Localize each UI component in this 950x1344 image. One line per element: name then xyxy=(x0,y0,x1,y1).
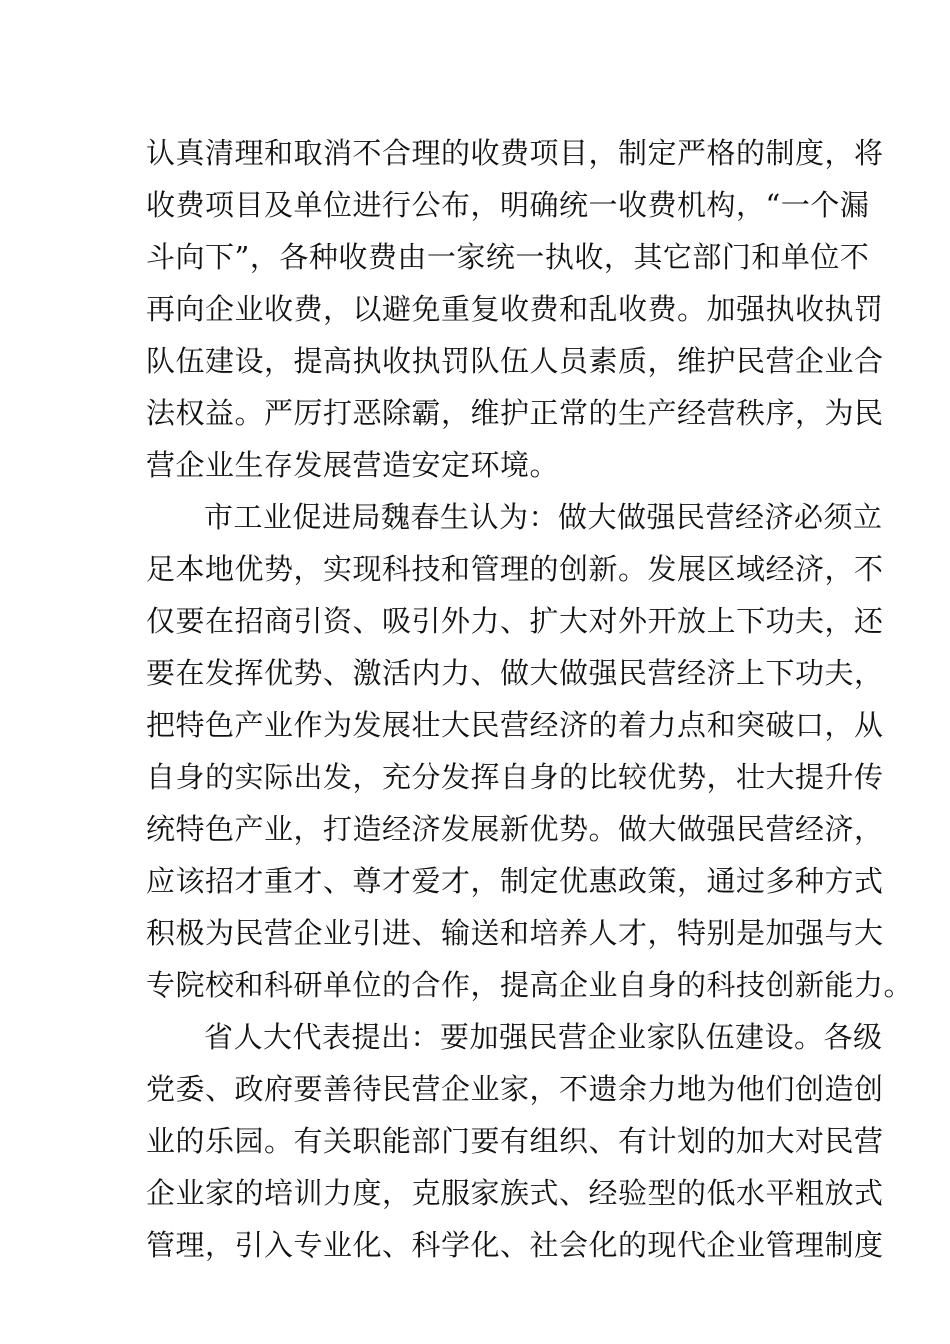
text-line: 营企业生存发展营造安定环境。 xyxy=(146,448,560,482)
text-line: 认真清理和取消不合理的收费项目，制定严格的制度，将 xyxy=(146,136,884,170)
text-line: 统特色产业，打造经济发展新优势。做大做强民营经济， xyxy=(146,812,884,846)
text-line: 队伍建设，提高执收执罚队伍人员素质，维护民营企业合 xyxy=(146,344,884,378)
text-line: 企业家的培训力度，克服家族式、经验型的低水平粗放式 xyxy=(146,1176,884,1210)
text-line: 收费项目及单位进行公布，明确统一收费机构，“一个漏 xyxy=(146,188,870,222)
text-line: 积极为民营企业引进、输送和培养人才，特别是加强与大 xyxy=(146,916,884,950)
text-line: 市工业促进局魏春生认为：做大做强民营经济必须立 xyxy=(204,500,883,534)
document-body xyxy=(146,127,914,1271)
text-line: 管理，引入专业化、科学化、社会化的现代企业管理制度 xyxy=(146,1228,884,1262)
text-line: 足本地优势，实现科技和管理的创新。发展区域经济，不 xyxy=(146,552,884,586)
text-line: 党委、政府要善待民营企业家，不遗余力地为他们创造创 xyxy=(146,1072,884,1106)
text-line: 应该招才重才、尊才爱才，制定优惠政策，通过多种方式 xyxy=(146,864,884,898)
text-line: 把特色产业作为发展壮大民营经济的着力点和突破口，从 xyxy=(146,708,884,742)
text-line: 斗向下”，各种收费由一家统一执收，其它部门和单位不 xyxy=(146,240,870,274)
text-line: 仅要在招商引资、吸引外力、扩大对外开放上下功夫，还 xyxy=(146,604,884,638)
text-line: 再向企业收费，以避免重复收费和乱收费。加强执收执罚 xyxy=(146,292,884,326)
text-line: 自身的实际出发，充分发挥自身的比较优势，壮大提升传 xyxy=(146,760,884,794)
text-line: 省人大代表提出：要加强民营企业家队伍建设。各级 xyxy=(204,1020,883,1054)
paragraph-3 xyxy=(146,1011,884,1271)
text-line: 要在发挥优势、激活内力、做大做强民营经济上下功夫， xyxy=(146,656,884,690)
text-line: 业的乐园。有关职能部门要有组织、有计划的加大对民营 xyxy=(146,1124,884,1158)
paragraph-2 xyxy=(146,491,914,1011)
paragraph-1 xyxy=(146,127,884,491)
text-line: 专院校和科研单位的合作，提高企业自身的科技创新能力。 xyxy=(146,968,914,1002)
text-line: 法权益。严厉打恶除霸，维护正常的生产经营秩序，为民 xyxy=(146,396,884,430)
